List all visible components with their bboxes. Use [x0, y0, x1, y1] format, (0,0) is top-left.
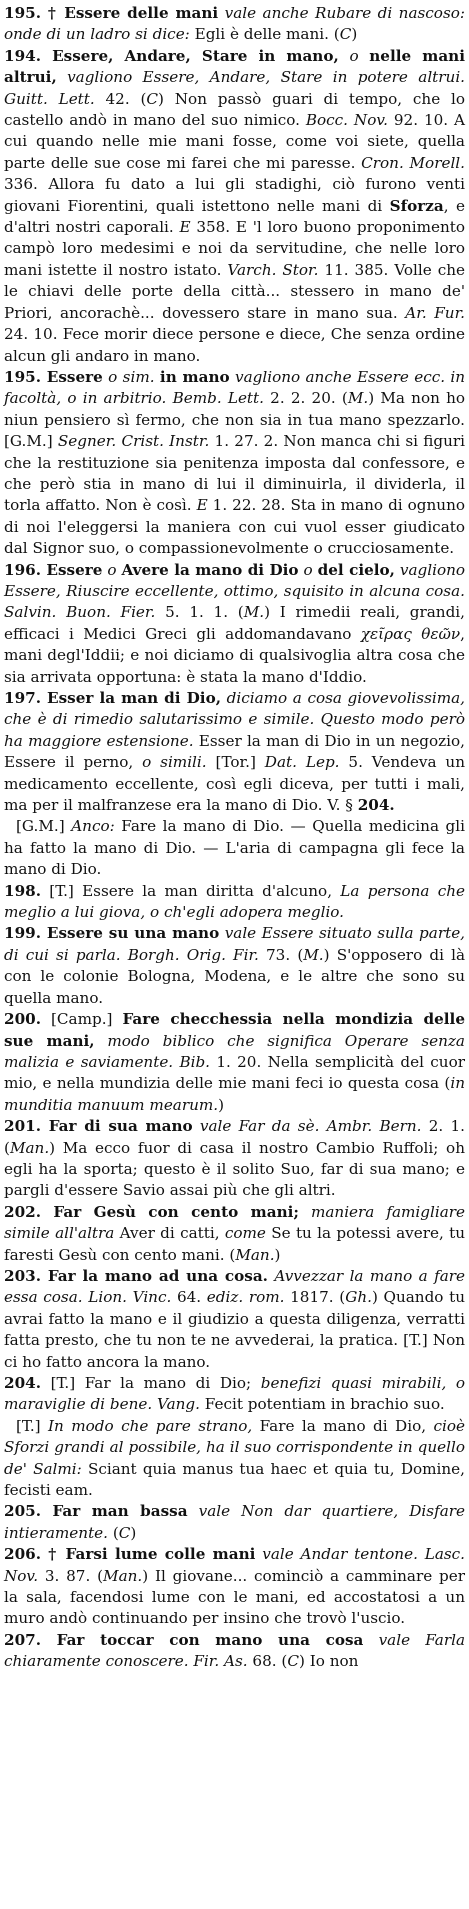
entry-italic-text: Anco: — [71, 817, 115, 836]
entry-text: [Camp.] — [41, 1010, 123, 1029]
entry-headword: 197. Esser la man di Dio, — [4, 689, 221, 707]
entry-text: [T.] Essere la man diritta d'alcuno, — [41, 881, 341, 900]
entry-italic-text: M. — [243, 603, 265, 622]
entry-text: , e d'altri nostri caporali. — [4, 196, 465, 237]
entry-text: ( — [108, 1523, 119, 1542]
entry-italic-text: vale Farla chiaramente conoscere. Fir. As. — [4, 1630, 466, 1671]
entry-italic-text: o — [107, 560, 117, 579]
entry-text: 336. Allora fu dato a lui gli stadighi, ciò furono venti giovani Fiorentini, quali istettono nelle mani di — [4, 175, 465, 215]
entry-text: 24. 10. Fece morir diece persone e diece, Che senza ordine alcun gli andaro in mano. — [4, 325, 465, 365]
entry-text: 42. ( — [94, 89, 147, 108]
entry-italic-text: C — [339, 25, 352, 44]
entry-italic-text: ediz. rom. — [206, 1288, 285, 1307]
entry-headword: 201. Far di sua mano — [4, 1117, 193, 1136]
dictionary-entry-e206 — [4, 1544, 465, 1630]
entry-italic-text: vale anche Rubare di nascoso: onde di un ladro si dice: — [4, 4, 466, 44]
entry-text — [299, 1203, 311, 1221]
dictionary-entry-e205 — [4, 1501, 465, 1544]
entry-italic-text: benefizi quasi mirabili, o maraviglie di bene. Vang. — [4, 1374, 466, 1414]
entry-headword: 204. — [357, 796, 395, 815]
entry-text: 92. 10. A cui quando nelle mie mani fosse, come voi siete, quella parte delle sue cose mi farei che mi paresse. — [4, 111, 465, 172]
entry-italic-text: o simili. — [142, 753, 207, 772]
entry-headword: 204. — [4, 1374, 41, 1392]
entry-italic-text: Segner. Crist. Instr. — [57, 432, 210, 451]
entry-italic-text: E — [196, 496, 208, 515]
entry-headword: nelle mani altrui, — [4, 46, 465, 87]
entry-italic-text: Varch. Stor. — [227, 260, 319, 279]
entry-text: [T.] — [16, 1416, 49, 1435]
entry-italic-text: vagliono Essere, Riuscire eccellente, ottimo, squisito in alcuna cosa. Salvin. Buon. Fier. — [4, 560, 466, 622]
entry-text: ) — [274, 1245, 281, 1264]
entry-text: Egli è delle mani. ( — [189, 25, 340, 44]
dictionary-entry-e200 — [4, 1009, 465, 1116]
dictionary-entry-e202 — [4, 1202, 465, 1266]
entry-italic-text: E — [179, 218, 191, 237]
entry-italic-text: vale Far da sè. Ambr. Bern. — [199, 1117, 422, 1136]
entry-italic-text: Man. — [9, 1138, 50, 1157]
entry-italic-text: cioè Sforzi grandi al possibile, ha il suo corrispondente in quello de' Salmi: — [4, 1416, 465, 1478]
entry-text: 2. 1. ( — [4, 1117, 466, 1157]
entry-italic-text: C — [287, 1652, 299, 1671]
dictionary-entry-e203 — [4, 1266, 465, 1373]
dictionary-entry-e195b — [4, 367, 465, 560]
entry-italic-text: Ar. Fur. — [405, 303, 466, 322]
entry-text: 5. Vendeva un medicamento eccellente, così egli diceva, per tutti i mali, ma per il malfranzese era la mano di Dio. V. § — [4, 753, 465, 815]
entry-text: ) I rimedii reali, grandi, efficaci i Medici Greci gli addomandavano — [4, 603, 465, 643]
entry-italic-text: vale Essere situato sulla parte, di cui si parla. Borgh. Orig. Fir. — [4, 924, 466, 964]
entry-text: 5. 1. 1. ( — [155, 603, 244, 622]
entry-italic-text: Cron. Morell. — [361, 153, 465, 172]
entry-italic-text: C — [118, 1523, 131, 1542]
dictionary-entry-e201 — [4, 1116, 465, 1202]
entry-italic-text: in munditia manuum mearum. — [4, 1074, 465, 1114]
entry-text: Sciant quia manus tua haec et quia tu, Domine, fecisti eam. — [4, 1459, 465, 1500]
entry-text: , mani degl'Iddii; e noi diciamo di qualsivoglia altra cosa che sia arrivata opportuna: è stata la mano d'Iddio. — [4, 624, 465, 686]
dictionary-entry-e195a — [4, 3, 465, 46]
entry-headword: 200. — [4, 1010, 41, 1029]
dictionary-entry-e197b — [4, 816, 465, 880]
entry-italic-text: Avvezzar la mano a fare essa cosa. Lion. Vinc. — [4, 1266, 465, 1307]
entry-headword: 206. † Farsi lume colle mani — [4, 1545, 256, 1564]
entry-text: 1. 27. 2. Non manca chi si figuri che la restituzione sia penitenza imposta dal confessore, e che però stia in mano di lui il diminuirla, il dividerla, il torla affatto. Non è così. — [4, 432, 465, 515]
entry-text: ) Io non — [298, 1652, 359, 1671]
dictionary-entry-e199 — [4, 923, 465, 1009]
entry-text: [G.M.] — [16, 817, 72, 836]
entry-text: ) Ma ecco fuor di casa il nostro Cambio Ruffoli; oh egli ha la sporta; questo è il solito Suo, far di sua mano; e pargli d'essere Savio assai più che gli altri. — [4, 1138, 465, 1200]
entry-text: ) Il giovane... cominciò a camminare per la sala, facendosi lume con le mani, ed accostatosi a un muro andò continuando per insino che trovò l'uscio. — [4, 1566, 465, 1628]
entry-italic-text: modo biblico che significa Operare senza malizia e saviamente. Bib. — [4, 1031, 465, 1071]
entry-text — [188, 1502, 199, 1520]
entry-headword: 205. Far man bassa — [4, 1502, 188, 1521]
entry-headword: 207. Far toccar con mano una cosa — [4, 1630, 364, 1649]
entry-text: 1. 20. Nella semplicità del cuor mio, e nella mundizia delle mie mani feci io questa cosa ( — [4, 1052, 465, 1093]
entry-headword: Avere la mano di Dio — [121, 560, 299, 579]
entry-text: 3. 87. ( — [38, 1566, 104, 1585]
entry-text: ) S'opposero di là con le colonie Bologna, Modena, e le altre che sono su quella mano. — [4, 945, 465, 1007]
entry-text: ) Ma non ho niun pensiero sì fermo, che non sia in tua mano spezzarlo. [G.M.] — [4, 389, 465, 451]
entry-text: Fare la mano di Dio, — [252, 1416, 434, 1435]
entry-text: ) Non passò guari di tempo, che lo castello andò in mano del suo nimico. — [4, 89, 465, 130]
entry-italic-text: Gh. — [345, 1288, 372, 1307]
entry-text: 1. 22. 28. Sta in mano di ognuno di noi l'eleggersi la maniera con cui vuol esser giudicato dal Signor suo, o compassionevolmente o crucciosamente. — [4, 496, 465, 558]
entry-italic-text: come — [224, 1224, 266, 1243]
entry-italic-text: La persona che meglio a lui giova, o ch'egli adopera meglio. — [4, 881, 465, 922]
dictionary-entry-e194 — [4, 46, 465, 367]
entry-text: 11. 385. Volle che le chiavi delle porte della città... stessero in mano de' Priori, ancorachè... dovessero stare in mano sua. — [4, 260, 465, 322]
entry-headword: 202. Far Gesù con cento mani; — [4, 1202, 299, 1221]
entry-italic-text: o sim. — [108, 367, 155, 386]
entry-text: [Tor.] — [206, 753, 265, 772]
entry-text: 2. 2. 20. ( — [263, 389, 348, 408]
entry-italic-text: vagliono anche Essere ecc. in facoltà, o in arbitrio. Bemb. Lett. — [4, 367, 466, 408]
entry-italic-text: Bocc. Nov. — [305, 111, 388, 130]
dictionary-entry-e204b — [4, 1416, 465, 1502]
entry-text — [339, 47, 350, 65]
entry-text: ) Quando tu avrai fatto la mano e il giudizio a questa diligenza, verratti fatta presto, che tu non te ne avvederai, la pratica. [T.] Non ci ho fatto ancora la mano. — [4, 1288, 465, 1371]
entry-italic-text: Man. — [235, 1245, 275, 1264]
entry-italic-text: C — [146, 89, 159, 108]
entry-italic-text: vagliono Essere, Andare, Stare in potere altrui. Guitt. Lett. — [4, 68, 465, 108]
entry-headword: Fare checchessia nella mondizia delle sue mani, — [4, 1010, 465, 1050]
dictionary-entry-e196 — [4, 560, 465, 688]
entry-text — [193, 1117, 200, 1135]
entry-italic-text: In modo che pare strano, — [48, 1416, 253, 1435]
entry-italic-text: M. — [303, 945, 324, 964]
entry-text: Se tu la potessi avere, tu faresti Gesù con cento mani. ( — [4, 1224, 466, 1264]
dictionary-entry-e204 — [4, 1373, 465, 1416]
entry-italic-text: o — [303, 560, 313, 579]
entry-italic-text: Dat. Lep. — [264, 753, 340, 772]
entry-text: Fecit potentiam in brachio suo. — [199, 1395, 445, 1414]
entry-headword: del cielo, — [317, 560, 395, 579]
dictionary-entry-e207 — [4, 1630, 465, 1673]
entry-italic-text: o — [349, 46, 359, 65]
entry-text — [95, 1032, 108, 1050]
entry-headword: 194. Essere, Andare, Stare in mano, — [4, 46, 339, 65]
entry-italic-text: vale Andar tentone. Lasc. Nov. — [4, 1545, 465, 1585]
entry-italic-text: vale Non dar quartiere, Disfare intieramente. — [4, 1502, 466, 1542]
entry-text: Aver di catti, — [114, 1224, 225, 1243]
dictionary-entry-e197 — [4, 688, 465, 816]
entry-text: 73. ( — [258, 945, 304, 964]
entry-text: [T.] Far la mano di Dio; — [41, 1374, 261, 1392]
entry-headword: 203. Far la mano ad una cosa. — [4, 1266, 268, 1285]
entry-headword: 199. Essere su una mano — [4, 924, 220, 943]
entry-text: ) — [218, 1095, 225, 1114]
entry-headword: 198. — [4, 881, 41, 900]
entry-italic-text: maniera famigliare simile all'altra — [4, 1202, 465, 1243]
entry-headword: in mano — [159, 367, 230, 386]
entry-text: 68. ( — [247, 1652, 288, 1671]
entry-text: ) — [130, 1523, 137, 1542]
entry-headword: Sforza — [389, 196, 444, 215]
entry-headword: 195. † Essere delle mani — [4, 4, 219, 22]
entry-greek-text: χεῖρας θεῶν — [360, 624, 461, 643]
entry-text: ) — [351, 25, 358, 44]
entry-text — [363, 1631, 378, 1649]
entry-text: 64. — [171, 1288, 207, 1307]
entry-italic-text: M. — [347, 389, 369, 408]
entry-text — [57, 68, 67, 86]
entry-headword: 195. Essere — [4, 367, 103, 386]
entry-italic-text: Man. — [103, 1566, 143, 1585]
entry-headword: 196. Essere — [4, 560, 103, 579]
entry-text: 358. E 'l loro buono proponimento campò loro medesimi e noi da servitudine, che nelle loro mani istette il nostro istato. — [4, 218, 465, 279]
entry-text — [359, 47, 370, 65]
entry-text: 1817. ( — [284, 1288, 346, 1307]
entry-text: Fare la mano di Dio. — Quella medicina gli ha fatto la mano di Dio. — L'aria di campagna gli fece la mano di Dio. — [4, 817, 465, 879]
entry-text: Esser la man di Dio in un negozio, Essere il perno, — [4, 731, 465, 772]
dictionary-entry-e198 — [4, 881, 465, 924]
entry-italic-text: diciamo a cosa giovevolissima, che è di rimedio salutarissimo e simile. Questo modo però ha maggiore estensione. — [4, 689, 466, 750]
